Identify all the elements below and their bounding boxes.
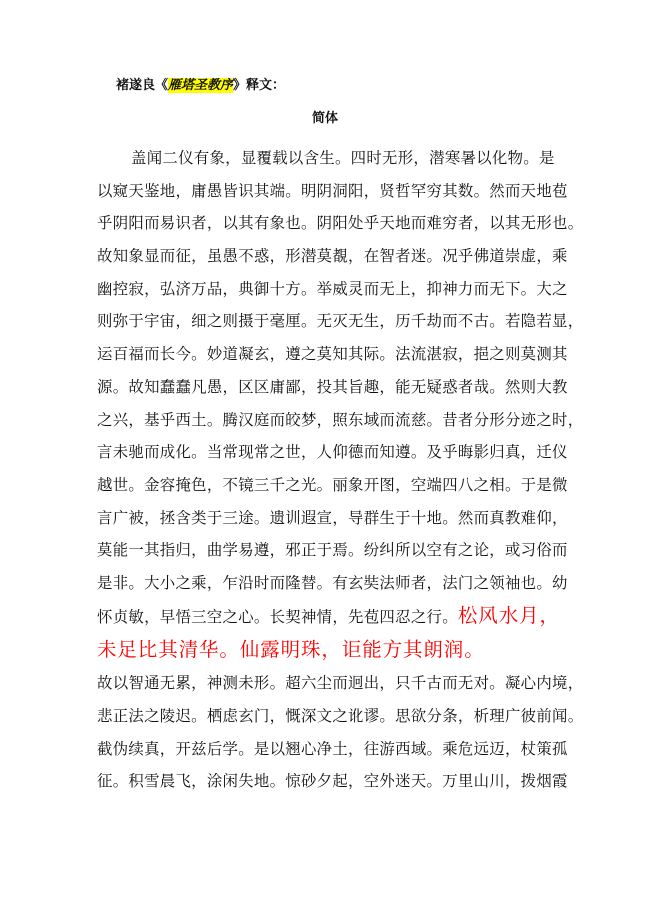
text-line: 故知象显而征，虽愚不惑，形潜莫覩，在智者迷。况乎佛道崇虚，乘: [97, 247, 568, 266]
text-line: 乎阴阳而易识者，以其有象也。阴阳处乎天地而难穷者，以其无形也。: [97, 214, 584, 233]
text-line: 之兴，基乎西土。腾汉庭而皎梦，照东域而流慈。昔者分形分迹之时，: [97, 410, 584, 429]
document-heading: [116, 76, 285, 96]
text-line: 越世。金容掩色，不镜三千之光。丽象开图，空端四八之相。于是微: [97, 475, 568, 494]
section-subtitle: 简体: [311, 111, 338, 126]
heading-suffix: 》释文：: [233, 78, 286, 93]
emphasized-text: 松风水月，: [457, 603, 560, 627]
text-line: 源。故知蠢蠢凡愚，区区庸鄙，投其旨趣，能无疑惑者哉。然则大教: [97, 377, 568, 396]
text-line: 盖闻二仪有象，显覆载以含生。四时无形，潜寒暑以化物。是: [131, 149, 555, 167]
text-line: 言未驰而成化。当常现常之世，人仰德而知遵。及乎晦影归真，迁仪: [97, 443, 568, 462]
text-line: 言广被，拯含类于三途。遗训遐宣，导群生于十地。然而真教难仰，: [97, 508, 568, 527]
text-segment: 怀贞敏，早悟三空之心。长契神情，先苞四忍之行。: [97, 607, 458, 626]
text-line: 是非。大小之乘，乍沿时而隆替。有玄奘法师者，法门之领袖也。幼: [97, 573, 568, 592]
text-line: 莫能一其指归，曲学易遵，邪正于焉。纷纠所以空有之论，或习俗而: [97, 541, 568, 560]
text-line: 截伪续真，开兹后学。是以翘心净土，往游西域。乘危远迈，杖策孤: [97, 739, 568, 758]
heading-prefix: 褚遂良《: [116, 78, 169, 93]
text-line-mixed: [97, 600, 560, 633]
text-line: 运百福而长今。妙道凝玄，遵之莫知其际。法流湛寂，挹之则莫测其: [97, 345, 568, 364]
text-line: 幽控寂，弘济万品，典御十方。举威灵而无上，抑神力而无下。大之: [97, 279, 568, 298]
text-line: 以窥天鉴地，庸愚皆识其端。明阴洞阳，贤哲罕穷其数。然而天地苞: [97, 181, 568, 200]
text-line: 则弥于宇宙，细之则摄于毫厘。无灭无生，历千劫而不古。若隐若显，: [97, 312, 584, 331]
text-line: 征。积雪晨飞，涂闲失地。惊砂夕起，空外迷天。万里山川，拨烟霞: [97, 772, 568, 791]
body-text: [97, 142, 584, 798]
heading-highlight: 雁塔圣教序: [168, 78, 234, 93]
text-line: 故以智通无累，神测未形。超六尘而迥出，只千古而无对。凝心内境，: [97, 674, 584, 693]
text-line: 悲正法之陵迟。栖虑玄门，慨深文之讹谬。思欲分条，析理广彼前闻。: [97, 707, 584, 725]
emphasized-line: 未足比其清华。仙露明珠，讵能方其朗润。: [97, 638, 485, 662]
